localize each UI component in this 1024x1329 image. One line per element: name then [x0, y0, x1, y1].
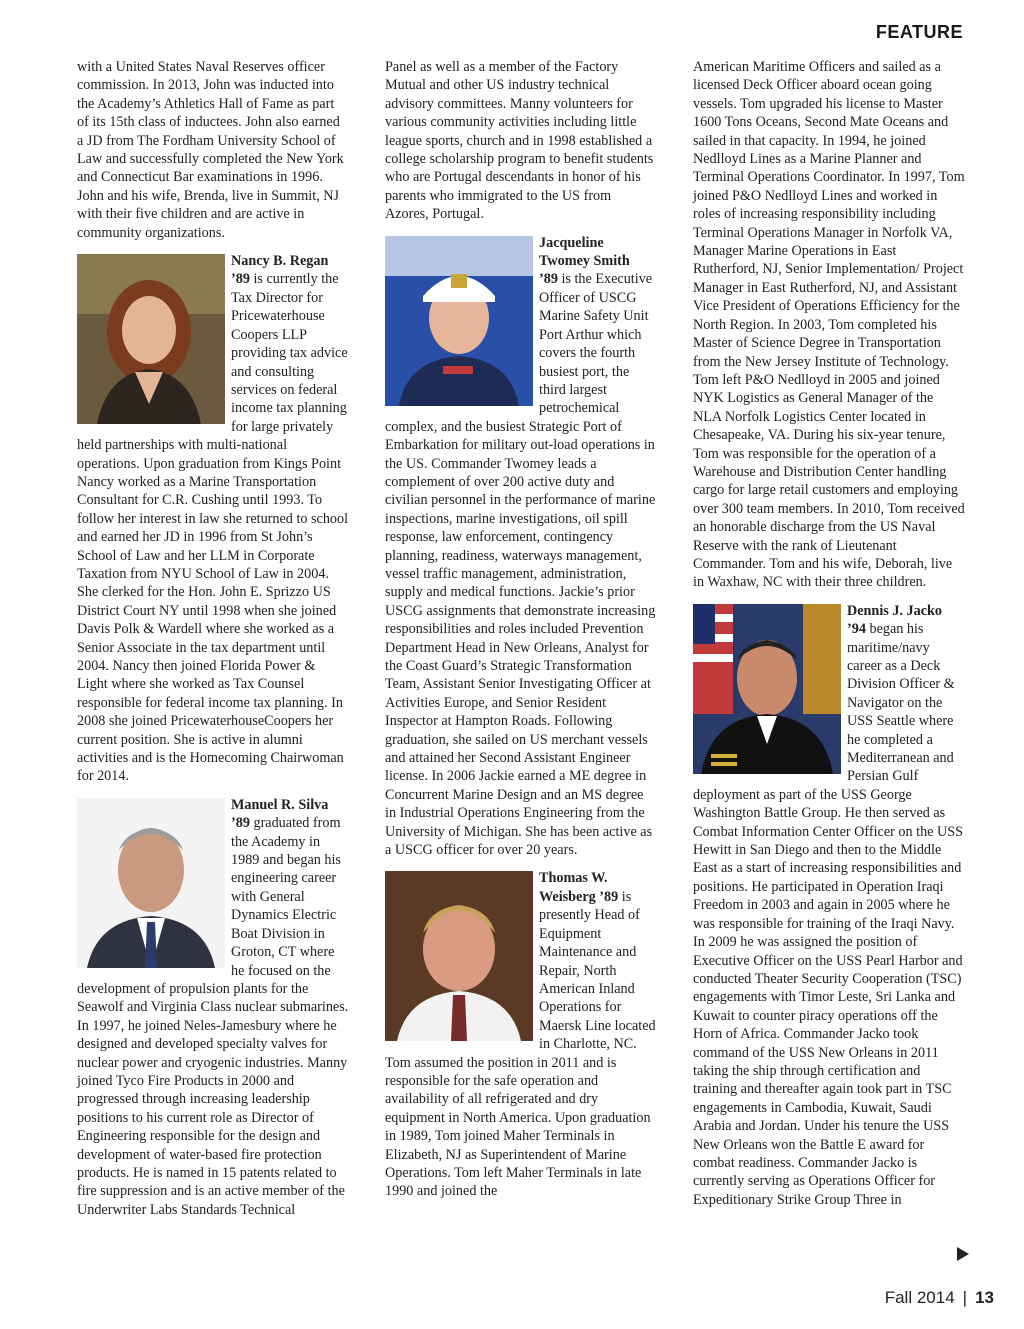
class-year: ’89	[599, 888, 619, 905]
profile-thomas-weisberg	[385, 869, 657, 1200]
page-footer	[885, 1288, 994, 1308]
class-year: ’94	[847, 621, 866, 638]
profile-name: Manuel R. Silva	[231, 796, 329, 813]
profile-nancy-regan	[77, 252, 349, 786]
profile-name: Jacqueline Twomey Smith	[539, 234, 630, 270]
footer-separator: |	[962, 1288, 968, 1307]
profile-name: Nancy B. Regan	[231, 253, 329, 270]
portrait-photo-nancy-regan	[77, 254, 225, 424]
page-number: 13	[975, 1288, 994, 1307]
portrait-photo-dennis-jacko	[693, 604, 841, 774]
column-3	[693, 58, 965, 1209]
class-year: ’89	[231, 271, 250, 288]
profile-bio: is currently the Tax Director for Pricewaterhouse Coopers LLP providing tax advice and consulting services on federal income tax planning for large privately held partnerships with multi-national operations. Upon graduation from Kings Point Nancy worked as a Marine Transportation Consultant for C.R. Cushing until 1993. To follow her interest in law she returned to school and earned her JD in 1996 from St John’s School of Law and her LLM in Corporate Taxation from NYU School of Law in 2004. She clerked for the Hon. John E. Sprizzo US District Court NY until 1998 when she joined Davis Polk & Wardell where she worked as a Senior Associate in the tax department until 2004. Nancy then joined Florida Power & Light where she worked as Tax Counsel responsible for federal income tax planning. In 2008 she joined PricewaterhouseCoopers her current position. She is active in alumni activities and is the Homecoming Chairwoman for 2014.	[77, 271, 349, 785]
article-paragraph: American Maritime Officers and sailed as a licensed Deck Officer aboard ocean going vessels. Tom upgraded his license to Master 1600 Tons Oceans, Second Mate Oceans and sailed in that capacity. In 1994, he joined Nedlloyd Lines as a Marine Planner and Terminal Operations Coordinator. In 1997, Tom joined P&O Nedlloyd Lines and worked in roles of increasing responsibility including Terminal Operations Manager in Norfolk VA, Manager Marine Operations in East Rutherford, NJ, Senior Implementation/ Project Manager in East Rutherford, NJ, and Assistant Vice President of Operations Efficiency for the North Region. In 2003, Tom completed his Master of Science Degree in Transportation from the New Jersey Institute of Technology. Tom left P&O Nedlloyd in 2005 and joined NYK Logistics as General Manager of the NLA Norfolk Logistics Center located in Chesapeake, VA. During his six-year tenure, Tom was responsible for the operation of a Warehouse and Distribution Center handling cargo for large retail customers and employing over 300 team members. In 2010, Tom received an honorable discharge from the US Naval Reserve with the rank of Lieutenant Commander. Tom and his wife, Deborah, live in Waxhaw, NC with their three children.	[693, 59, 965, 591]
continue-arrow-icon	[957, 1247, 969, 1261]
portrait-photo-jacqueline-smith	[385, 236, 533, 406]
profile-jacqueline-smith	[385, 234, 657, 860]
article-paragraph: with a United States Naval Reserves officer commission. In 2013, John was inducted into the Academy’s Athletics Hall of Fame as part of its 15th class of inductees. John also earned a JD from The Fordham University School of Law and successfully completed the New York and Connecticut Bar examinations in 1996. John and his wife, Brenda, live in Summit, NJ with their five children and are active in community organizations.	[77, 59, 344, 241]
profile-bio: is presently Head of Equipment Maintenance and Repair, North American Inland Operations for Maersk Line located in Charlotte, NC. Tom assumed the position in 2011 and is responsible for the safe operation and availability of all refrigerated and dry equipment in North America. Upon graduation in 1989, Tom joined Maher Terminals in Elizabeth, NJ as Superintendent of Marine Operations. Tom left Maher Terminals in late 1990 and joined the	[385, 888, 656, 1200]
class-year: ’89	[231, 815, 250, 832]
portrait-photo-manuel-silva	[77, 798, 225, 968]
column-2	[385, 58, 657, 1201]
issue-label: Fall 2014	[884, 1288, 955, 1307]
profile-bio: began his maritime/navy career as a Deck Division Officer & Navigator on the USS Seattle where he completed a Mediterranean and Persian Gulf deployment as part of the USS George Washington Battle Group. He then served as Combat Information Center Officer on the USS Hewitt in San Diego and then to the Middle East as a start of increasing responsibilities and positions. He participated in Operation Iraqi Freedom in 2003 and again in 2005 where he was responsible for training of the Iraqi Navy. In 2009 he was assigned the position of Executive Officer on the USS Pearl Harbor and conducted Theater Security Cooperation (TSC) engagements with Timor Leste, Sri Lanka and Kuwait to counter piracy operations off the Horn of Africa. Commander Jacko took command of the USS New Orleans in 2011 taking the ship through certification and training and thereafter again took part in TSC engagements in Cambodia, Kuwait, Saudi Arabia and Jordan. Under his tenure the USS New Orleans won the Battle E award for combat readiness. Commander Jacko is currently serving as Operations Officer for Expeditionary Strike Group Three in	[693, 621, 964, 1208]
profile-manuel-silva	[77, 796, 349, 1219]
article-paragraph: Panel as well as a member of the Factory Mutual and other US industry technical advisory committees. Manny volunteers for various community activities including little league sports, church and in 1998 established a college scholarship program to benefit students who are Portugal descendants in honor of his parents who immigrated to the US from Azores, Portugal.	[385, 59, 654, 223]
class-year: ’89	[539, 271, 558, 288]
profile-name: Dennis J. Jacko	[847, 602, 942, 619]
column-1	[77, 58, 349, 1219]
portrait-photo-thomas-weisberg	[385, 871, 533, 1041]
profile-bio: graduated from the Academy in 1989 and began his engineering career with General Dynamics Electric Boat Division in Groton, CT where he focused on the development of propulsion plants for the Seawolf and Virginia Class nuclear submarines. In 1997, he joined Neles-Jamesbury where he designed and developed specialty valves for nuclear power and cryogenic industries. Manny joined Tyco Fire Products in 2000 and progressed through increasing leadership positions to his current role as Director of Engineering responsible for the design and development of water-based fire protection products. He is named in 15 patents related to fire suppression and is an active member of the Underwriter Labs Standards Technical	[77, 815, 349, 1218]
profile-name: Thomas W. Weisberg	[539, 870, 608, 905]
profile-dennis-jacko	[693, 602, 965, 1209]
section-label: FEATURE	[875, 22, 963, 42]
profile-bio: is the Executive Officer of USCG Marine Safety Unit Port Arthur which covers the fourth busiest port, the third largest petrochemical complex, and the busiest Strategic Port of Embarkation for military out-load operations in the US. Commander Twomey leads a complement of over 200 active duty and civilian personnel in the performance of marine inspections, marine investigations, oil spill response, law enforcement, contingency planning, readiness, waterways management, vessel traffic management, administration, supply and medical functions. Jackie’s prior USCG assignments that demonstrate increasing responsibilities and roles included Prevention Department Head in New Orleans, Analyst for the Coast Guard’s Strategic Transformation Team, Assistant Senior Investigating Officer at Activities Europe, and Senior Resident Inspector at Hampton Roads. Following graduation, she sailed on US merchant vessels and attained her Second Assistant Engineer license. In 2006 Jackie earned a ME degree in Concurrent Marine Design and an MS degree in Industrial Operations Engineering from the University of Michigan. She has been active as a USCG officer for over 20 years.	[385, 271, 656, 859]
